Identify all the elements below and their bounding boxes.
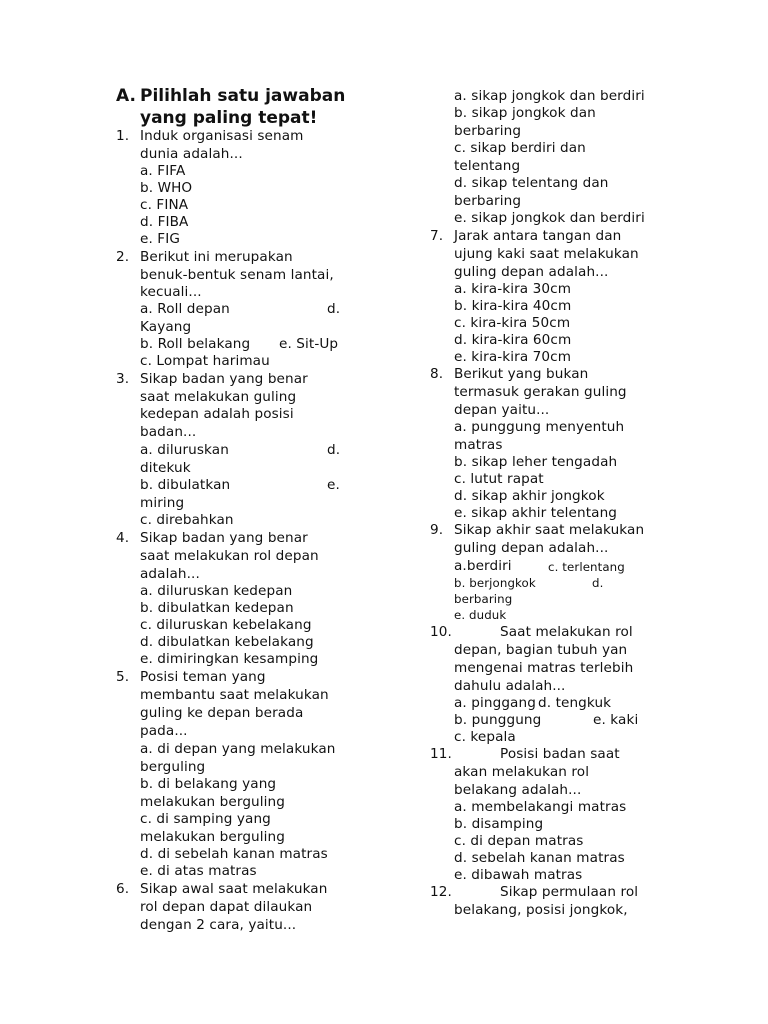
answer-option: b. kira-kira 40cm [454, 298, 572, 314]
question-text: benuk-bentuk senam lantai, [140, 267, 334, 283]
answer-option: a. punggung menyentuh [454, 419, 625, 435]
question-text: guling depan adalah... [454, 264, 609, 280]
question-text: Saat melakukan rol [500, 624, 633, 640]
answer-option: c. diluruskan kebelakang [140, 617, 312, 633]
question-text: saat melakukan guling [140, 389, 297, 405]
question-text: rol depan dapat dilaukan [140, 899, 313, 915]
question-text: Berikut yang bukan [454, 366, 589, 382]
question-text: Induk organisasi senam [140, 128, 304, 144]
answer-option: c. sikap berdiri dan [454, 140, 586, 156]
answer-option: telentang [454, 158, 521, 174]
answer-option: melakukan berguling [140, 829, 285, 845]
question-text: dunia adalah... [140, 146, 243, 162]
answer-option: c. kira-kira 50cm [454, 315, 571, 331]
answer-option: c. terlentang [548, 560, 625, 574]
question-text: depan, bagian tubuh yan [454, 642, 628, 658]
answer-option: e. duduk [454, 608, 507, 622]
answer-option: c. lutut rapat [454, 471, 544, 487]
question-number: 12. [430, 884, 452, 900]
question-number: 9. [430, 522, 444, 538]
answer-option: a. diluruskan [140, 442, 229, 458]
answer-option: d. kira-kira 60cm [454, 332, 572, 348]
question-text: ujung kaki saat melakukan [454, 246, 639, 262]
answer-option: d. sikap telentang dan [454, 175, 609, 191]
answer-option: e. kaki [593, 712, 639, 728]
section-heading [116, 86, 346, 106]
section-letter: A. [116, 86, 136, 106]
answer-option: c. direbahkan [140, 512, 234, 528]
question-text: dengan 2 cara, yaitu... [140, 917, 297, 933]
question-text: pada... [140, 723, 188, 739]
question-number: 8. [430, 366, 444, 382]
question-text: saat melakukan rol depan [140, 548, 319, 564]
question-text: depan yaitu... [454, 402, 550, 418]
answer-option: melakukan berguling [140, 794, 285, 810]
answer-option: e. kira-kira 70cm [454, 349, 572, 365]
section-title-line2: yang paling tepat! [140, 108, 318, 128]
question-number: 7. [430, 228, 444, 244]
question-text: Jarak antara tangan dan [454, 228, 622, 244]
answer-option: berbaring [454, 592, 513, 606]
answer-option: b. di belakang yang [140, 776, 277, 792]
answer-option: matras [454, 437, 503, 453]
answer-option: e. dibawah matras [454, 867, 583, 883]
answer-option: e. sikap jongkok dan berdiri [454, 210, 645, 226]
answer-option: a. diluruskan kedepan [140, 583, 293, 599]
question-number: 10. [430, 624, 452, 640]
question-text: kedepan adalah posisi [140, 406, 294, 422]
answer-option: d. sebelah kanan matras [454, 850, 625, 866]
answer-option: c. di samping yang [140, 811, 271, 827]
question-number: 11. [430, 746, 452, 762]
answer-option: e. [327, 477, 340, 493]
question-number: 4. [116, 530, 130, 546]
answer-option: c. Lompat harimau [140, 353, 270, 369]
answer-option: ditekuk [140, 460, 191, 476]
question-text: Sikap awal saat melakukan [140, 881, 328, 897]
answer-option: b. sikap jongkok dan [454, 105, 596, 121]
answer-option: d. di sebelah kanan matras [140, 846, 328, 862]
answer-option: d. dibulatkan kebelakang [140, 634, 314, 650]
question-text: belakang, posisi jongkok, [454, 902, 628, 918]
answer-option: Kayang [140, 319, 192, 335]
answer-option: berguling [140, 759, 206, 775]
question-text: guling depan adalah... [454, 540, 609, 556]
question-number: 2. [116, 249, 130, 265]
answer-option: e. di atas matras [140, 863, 257, 879]
answer-option: e. Sit-Up [279, 336, 339, 352]
answer-option: d. sikap akhir jongkok [454, 488, 605, 504]
answer-option: a. FIFA [140, 163, 186, 179]
answer-option: b. punggung [454, 712, 542, 728]
answer-option: d. [327, 442, 341, 458]
answer-option: a. Roll depan [140, 301, 230, 317]
answer-option: a.berdiri [454, 558, 512, 574]
question-text: Sikap akhir saat melakukan [454, 522, 645, 538]
question-text: Berikut ini merupakan [140, 249, 293, 265]
answer-option: b. berjongkok [454, 576, 536, 590]
question-text: kecuali... [140, 284, 202, 300]
answer-option: d. [327, 301, 341, 317]
question-number: 1. [116, 128, 130, 144]
question-text: Posisi badan saat [500, 746, 620, 762]
answer-option: c. kepala [454, 729, 516, 745]
answer-option: a. sikap jongkok dan berdiri [454, 88, 645, 104]
answer-option: a. pinggang [454, 695, 536, 711]
answer-option: e. dimiringkan kesamping [140, 651, 319, 667]
answer-option: b. dibulatkan [140, 477, 231, 493]
question-text: termasuk gerakan guling [454, 384, 627, 400]
question-number: 6. [116, 881, 130, 897]
question-text: belakang adalah... [454, 782, 582, 798]
answer-option: c. di depan matras [454, 833, 584, 849]
answer-option: a. membelakangi matras [454, 799, 627, 815]
question-text: dahulu adalah... [454, 678, 566, 694]
question-text: akan melakukan rol [454, 764, 590, 780]
answer-option: berbaring [454, 193, 522, 209]
answer-option: a. di depan yang melakukan [140, 741, 336, 757]
question-text: adalah... [140, 566, 200, 582]
question-text: badan... [140, 424, 197, 440]
question-number: 5. [116, 669, 130, 685]
answer-option: e. FIG [140, 231, 180, 247]
question-text: Sikap permulaan rol [500, 884, 639, 900]
answer-option: b. sikap leher tengadah [454, 454, 618, 470]
answer-option: a. kira-kira 30cm [454, 281, 572, 297]
answer-option: berbaring [454, 123, 522, 139]
question-text: Posisi teman yang [140, 669, 266, 685]
answer-option: miring [140, 495, 185, 511]
answer-option: d. FIBA [140, 214, 189, 230]
answer-option: b. Roll belakang [140, 336, 251, 352]
answer-option: b. dibulatkan kedepan [140, 600, 294, 616]
answer-option: d. tengkuk [538, 695, 612, 711]
answer-option: e. sikap akhir telentang [454, 505, 618, 521]
question-text: mengenai matras terlebih [454, 660, 634, 676]
question-number: 3. [116, 371, 130, 387]
answer-option: d. [592, 576, 604, 590]
answer-option: b. disamping [454, 816, 544, 832]
answer-option: c. FINA [140, 197, 189, 213]
question-text: membantu saat melakukan [140, 687, 329, 703]
question-text: Sikap badan yang benar [140, 530, 308, 546]
section-title-line1: Pilihlah satu jawaban [140, 86, 346, 106]
answer-option: b. WHO [140, 180, 193, 196]
question-text: guling ke depan berada [140, 705, 304, 721]
question-text: Sikap badan yang benar [140, 371, 308, 387]
